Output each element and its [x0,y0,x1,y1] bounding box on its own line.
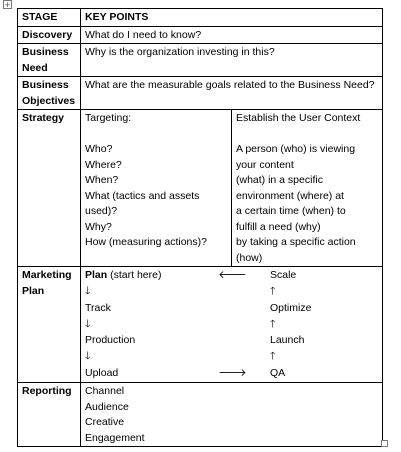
question-when: When? [85,174,119,186]
spacer [85,127,227,143]
table-move-handle-icon[interactable]: + [4,0,11,10]
question-who: Who? [85,143,113,155]
context-line: by taking a specific action [236,236,356,248]
table-header-row [18,9,383,27]
question-what: What (tactics and assets used)? [85,189,200,217]
table-resize-handle[interactable] [381,440,388,447]
arrow-right-icon: 🡒 [218,366,247,379]
spacer [205,317,260,333]
reporting-item: Engagement [85,431,145,444]
arrow-up-icon: 🡑 [270,350,276,363]
plan-note: (start here) [107,269,162,281]
spacer [205,349,260,365]
table-row-business-objectives [18,77,383,110]
table-row-business-need [18,44,383,77]
business-need-text: Why is the organization investing in this? [81,44,383,77]
stage-marketing-plan: Marketing Plan [18,267,81,383]
table-row-reporting [18,383,383,447]
step-upload: Upload [85,366,119,379]
stage-strategy: Strategy [18,110,81,267]
stage-business-objectives: Business Objectives [18,77,81,110]
reporting-item: Creative [85,416,125,429]
arrow-up-icon: 🡑 [270,317,276,330]
spacer [205,284,260,300]
strategy-context-cell [232,110,383,267]
table-row-strategy [18,110,383,267]
context-line: (what) in a specific [236,174,323,186]
table-row-marketing-plan [18,267,383,383]
question-why: Why? [85,220,112,233]
strategy-targeting-cell [81,110,232,267]
plan-label: Plan [85,269,108,281]
step-production: Production [85,334,136,347]
context-line: a certain time (when) to [236,205,346,217]
reporting-list [81,383,383,447]
arrow-down-icon: 🡓 [85,350,91,363]
context-line: (how) [236,251,263,264]
arrow-down-icon: 🡓 [85,317,91,330]
stage-discovery: Discovery [18,26,81,44]
reporting-item: Channel [85,385,125,398]
question-how: How (measuring actions)? [85,236,207,248]
context-line: environment (where) at [236,189,344,202]
question-where: Where? [85,158,122,171]
targeting-label: Targeting: [85,112,132,124]
context-line: your content [236,158,294,171]
reporting-item: Audience [85,400,129,413]
step-track: Track [85,301,111,314]
arrow-up-icon: 🡑 [270,285,276,298]
step-plan [85,268,205,284]
discovery-text: What do I need to know? [81,26,383,44]
context-line: fulfill a need (why) [236,220,321,233]
content-strategy-table [17,8,383,447]
context-title: Establish the User Context [236,112,361,124]
table-row-discovery [18,26,383,44]
step-qa: QA [270,366,286,379]
stage-business-need: Business Need [18,44,81,77]
step-scale: Scale [270,269,297,281]
marketing-plan-cycle [81,267,383,383]
spacer [236,127,378,143]
step-optimize: Optimize [270,301,312,314]
header-key-points: KEY POINTS [81,9,383,27]
header-stage: STAGE [18,9,81,27]
step-launch: Launch [270,334,305,347]
stage-reporting: Reporting [18,383,81,447]
business-objectives-text: What are the measurable goals related to the Business Need? [81,77,383,110]
context-line: A person (who) is viewing [236,143,356,155]
spacer [205,333,260,349]
arrow-down-icon: 🡓 [85,285,91,298]
spacer [205,301,260,317]
arrow-left-icon: 🡐 [218,269,247,281]
